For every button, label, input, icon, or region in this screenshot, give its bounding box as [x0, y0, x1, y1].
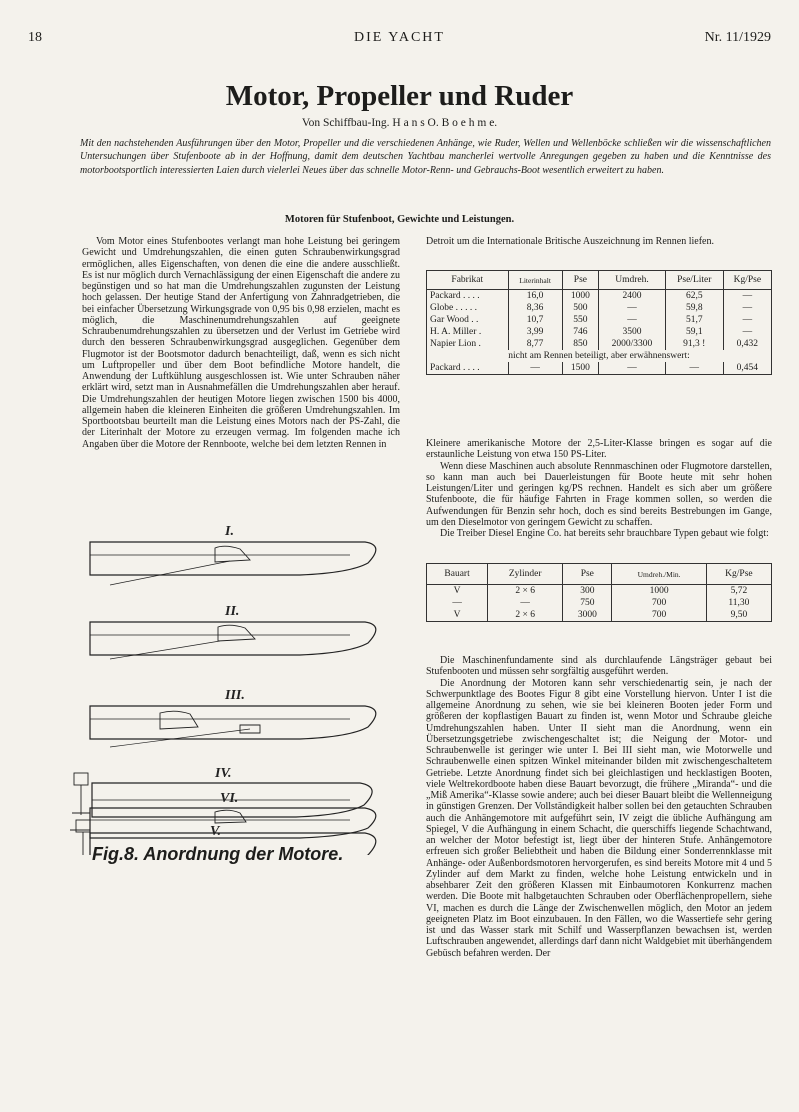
table-header: Literinhalt: [508, 271, 562, 290]
figure-label: III.: [225, 688, 245, 703]
figure-label: VI.: [220, 791, 239, 806]
table-header: Bauart: [427, 564, 488, 585]
table-cell: Packard . . . .: [427, 290, 509, 303]
table-cell: 51,7: [665, 314, 723, 326]
table-cell: 700: [612, 597, 706, 609]
table-cell: 5,72: [706, 585, 771, 598]
table-cell: 850: [562, 338, 598, 350]
table-cell: 0,432: [723, 338, 771, 350]
table-header: Fabrikat: [427, 271, 509, 290]
table-header: Umdreh./Min.: [612, 564, 706, 585]
figure-caption: Fig.8. Anordnung der Motore.: [92, 844, 344, 864]
table-cell: Globe . . . . .: [427, 302, 509, 314]
diesel-table: [426, 563, 772, 622]
table-header-row: [427, 271, 772, 290]
table-cell: —: [723, 326, 771, 338]
section-title: Motoren für Stufenboot, Gewichte und Leistungen.: [284, 214, 515, 225]
table-cell: 8,77: [508, 338, 562, 350]
table-cell: V: [427, 609, 488, 622]
engine-table: [426, 270, 772, 375]
table-cell: 16,0: [508, 290, 562, 303]
table-cell: 1000: [612, 585, 706, 598]
hull-drawing-3: [90, 706, 376, 747]
table-note: nicht am Rennen beteiligt, aber erwähnenswert:: [427, 350, 772, 362]
table-cell: —: [599, 362, 666, 375]
paragraph: Kleinere amerikanische Motore der 2,5-Liter-Klasse bringen es sogar auf die erstaunliche Leistung von etwa 150 PS-Liter.: [426, 438, 772, 461]
paragraph: Vom Motor eines Stufenbootes verlangt man hohe Leistung bei geringem Gewicht und Umdrehungszahlen, die einen guten Schraubenwirkungsgrad ermöglichen, alles Eigenschaften, von denen die eine die andere ausschließt. Es ist nur möglich durch Vernachlässigung der einen Eigenschaft die andere zu begünstigen und so hat man die Umdrehungszahlen zugunsten der Leistung hoch gelassen. Der heutige Stand der Anfertigung von Zahnradgetrieben, die bei einfacher Übersetzung Wirkungsgrade von 0,95 bis 0,98 erzielen, macht es möglich, die Maschinenumdrehungszahlen auf geeignete Schraubenumdrehungszahlen zu übersetzen und der Verlust im Getriebe wird durch den besseren Schraubenwirkungsgrad ausgeglichen. Gegenüber dem Flugmotor ist der Bootsmotor dadurch benachteiligt, daß, wenn es sich nicht um Luftpropeller und über dem Boot befindliche Motore handelt, die Anwendung der Luftkühlung ausgeschlossen ist. Wie unter Schrauben näher erklärt wird, setzt man in Ausnahmefällen die Umdrehungszahlen aber herauf. Die Umdrehungszahlen der heutigen Motore liegen zwischen 1500 bis 4000, allgemein haben die kleineren Einheiten die größeren Umdrehungszahlen. Im Sportbootsbau beurteilt man die Leistung eines Motors nach der PS-Zahl, die der Literinhalt der Motore zu erzeugen vermag. Im folgenden mache ich Angaben über die Motore der Rennboote, welche bei dem letzten Rennen in: [82, 236, 400, 450]
table-cell: 59,8: [665, 302, 723, 314]
table-header: Kg/Pse: [706, 564, 771, 585]
table-header: Zylinder: [488, 564, 563, 585]
table-row: [427, 597, 772, 609]
table-cell: 91,3 !: [665, 338, 723, 350]
right-column-middle: [426, 438, 772, 539]
table-cell: 1500: [562, 362, 598, 375]
table-header: Pse: [562, 271, 598, 290]
table-cell: 500: [562, 302, 598, 314]
figure-label: IV.: [215, 766, 232, 781]
hull-drawing-6: [50, 790, 395, 845]
table-cell: Napier Lion .: [427, 338, 509, 350]
page-number: 18: [28, 30, 42, 45]
magazine-name: DIE YACHT: [354, 30, 445, 45]
table-cell: —: [488, 597, 563, 609]
figure-label: V.: [210, 824, 222, 839]
article-author: Von Schiffbau-Ing. H a n s O. B o e h m e.: [301, 117, 498, 129]
article-title: Motor, Propeller und Ruder: [225, 80, 574, 112]
table-row: [427, 609, 772, 622]
table-header-row: [427, 564, 772, 585]
table-cell: 9,50: [706, 609, 771, 622]
paragraph: Wenn diese Maschinen auch absolute Rennmaschinen oder Flugmotore darstellen, so kann man auch bei Dauerleistungen für Boote heute mit sehr hohen Leistungen/Liter und geringen kg/PS rechnen. Handelt es sich aber um größere Stufenboote, die für häufige Fahrten in Frage kommen sollen, so werden die Aufwendungen für Benzin sehr hoch, doch es sind bereits Bestrebungen im Gange, um den Dieselmotor von geringem Gewicht zu schaffen.: [426, 460, 772, 528]
table-cell: Packard . . . .: [427, 362, 509, 375]
table-cell: —: [599, 302, 666, 314]
table-header: Umdreh.: [599, 271, 666, 290]
table-cell: 2 × 6: [488, 609, 563, 622]
issue-number: Nr. 11/1929: [704, 30, 771, 45]
table-cell: V: [427, 585, 488, 598]
table-cell: 2 × 6: [488, 585, 563, 598]
table-cell: 3000: [563, 609, 612, 622]
table-cell: —: [508, 362, 562, 375]
table-cell: 62,5: [665, 290, 723, 303]
table-cell: 59,1: [665, 326, 723, 338]
paragraph: Die Anordnung der Motoren kann sehr verschiedenartig sein, je nach der Schwerpunktlage des Bootes Figur 8 gibt eine Vorstellung hiervon. Unter I ist die allgemeine Anordnung zu sehen, wie sie bei kleineren Booten jeder Form und größeren der kopflastigen Bauart zu finden ist, wenn Motor und Schraube gleiche Umdrehungszahlen haben. Unter II sieht man die Anordnung, wenn ein Übersetzungsgetriebe zwischengeschaltet ist; die Neigung der Motor- und Schraubenwelle ist geringer wie unter I. Bei III sieht man, wie Motorwelle und Schraubenwelle einen spitzen Winkel miteinander bilden mit zwischengeschaltetem Getriebe. Letzte Anordnung findet sich bei gleichlastigen und hecklastigen Booten, viele Weltrekordboote haben diese Bauart bevorzugt, die frühere „Miranda“- und die „Miß Amerika“-Klasse sowie andere; auch bei dieser Bauart bleibt die Wellenneigung in günstigen Grenzen. Der Vollständigkeit halber sollen bei den getauchten Schrauben auch die Anhängemotore mit aufgeführt sein, IV zeigt die übliche Aufhängung am Spiegel, V die Aufhängung in einem Schacht, die querschiffs liegende Schachtwand, an welcher der Motor befestigt ist, liegt über der hinteren Stufe. Anhängemotore erfreuen sich großer Beliebtheit und haben die Bildung einer Sonderrennklasse mit Anhänge- oder Außenbordsmotoren hervorgerufen, es sind bereits Motore mit 4 und 5 Zylinder auf dem Markt zu finden, welche hohe Leistung entwickeln und in absehbarer Zeit den größeren Klassen mit Einbaumotoren Konkurrenz machen werden. Die Boote mit halbgetauchten Schrauben oder Oberflächenpropellern, siehe VI, machen es durch die Länge der Zwischenwellen möglich, den Motor an jedem geeigneten Platz im Boot einzubauen. In den Fällen, wo die Wassertiefe sehr gering ist und das Wasser stark mit Schilf und Wasserpflanzen bewachsen ist, werden Luftschrauben angewendet, allerdings darf dann nicht Waldgebiet mit überhängendem Gebüsch befahren werden. Der: [426, 677, 772, 959]
table-cell: 746: [562, 326, 598, 338]
hull-drawing-1: [90, 542, 376, 585]
article-intro: Mit den nachstehenden Ausführungen über den Motor, Propeller und die verschiedenen Anhänge, wie Ruder, Wellen und Wellenböcke schließen wir die wissenschaftlichen Untersuchungen über Stufenboote ab in der Hoffnung, damit dem deutschen Yachtbau mancherlei wertvolle Anregungen gegeben zu haben und die Kenntnisse des motorbootsportlich interessierten Laien durch vielerlei Neues über das schnelle Motor-Renn- und Gebrauchs-Boot wesentlich erweitert zu haben.: [80, 138, 771, 176]
table-header: Pse: [563, 564, 612, 585]
table-cell: 700: [612, 609, 706, 622]
table-header: Kg/Pse: [723, 271, 771, 290]
table-header: Pse/Liter: [665, 271, 723, 290]
paragraph: Die Maschinenfundamente sind als durchlaufende Längsträger gebaut bei Stufenbooten und müssen sehr sorgfältig ausgeführt werden.: [426, 655, 772, 678]
table-cell: 550: [562, 314, 598, 326]
table-cell: 3500: [599, 326, 666, 338]
table-cell: —: [723, 290, 771, 303]
right-column-intro: [426, 236, 772, 247]
figure-label: I.: [225, 524, 234, 539]
table-cell: —: [723, 314, 771, 326]
table-row: [427, 362, 772, 375]
table-cell: 0,454: [723, 362, 771, 375]
table-cell: H. A. Miller .: [427, 326, 509, 338]
table-row: [427, 314, 772, 326]
table-row: [427, 338, 772, 350]
table-cell: 8,36: [508, 302, 562, 314]
page-header: [28, 30, 771, 50]
table-note-row: [427, 350, 772, 362]
hull-drawing-2: [90, 622, 376, 659]
table-cell: Gar Wood . .: [427, 314, 509, 326]
table-cell: 300: [563, 585, 612, 598]
table-row: [427, 290, 772, 303]
table-cell: 1000: [562, 290, 598, 303]
table-row: [427, 585, 772, 598]
table-cell: —: [599, 314, 666, 326]
table-cell: 3,99: [508, 326, 562, 338]
table-cell: 2000/3300: [599, 338, 666, 350]
table-row: [427, 302, 772, 314]
table-cell: —: [427, 597, 488, 609]
paragraph: Die Treiber Diesel Engine Co. hat bereits sehr brauchbare Typen gebaut wie folgt:: [440, 528, 769, 539]
table-cell: 2400: [599, 290, 666, 303]
right-column-bottom: [426, 655, 772, 959]
table-cell: 11,30: [706, 597, 771, 609]
figure-label: II.: [225, 604, 240, 619]
table-cell: —: [665, 362, 723, 375]
table-cell: 750: [563, 597, 612, 609]
table-cell: —: [723, 302, 771, 314]
table-row: [427, 326, 772, 338]
paragraph: Detroit um die Internationale Britische Auszeichnung im Rennen liefen.: [426, 236, 714, 247]
table-cell: 10,7: [508, 314, 562, 326]
left-column: [82, 236, 400, 450]
